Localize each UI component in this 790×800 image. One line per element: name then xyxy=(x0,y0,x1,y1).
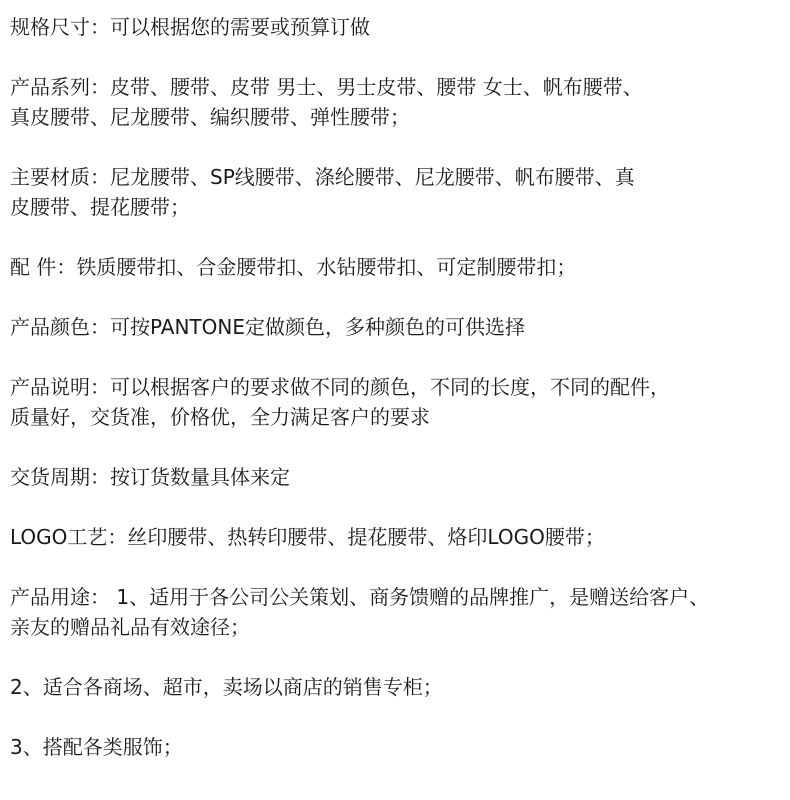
product-color-paragraph xyxy=(10,312,525,342)
product-series-paragraph xyxy=(10,72,643,132)
text-line: LOGO工艺：丝印腰带、热转印腰带、提花腰带、烙印LOGO腰带； xyxy=(10,525,605,549)
text-line: 3、搭配各类服饰； xyxy=(10,735,183,759)
text-line: 亲友的赠品礼品有效途径； xyxy=(10,615,250,639)
product-description-paragraph xyxy=(10,372,670,432)
text-line: 交货周期：按订货数量具体来定 xyxy=(10,465,290,489)
text-line: 产品颜色：可按PANTONE定做颜色，多种颜色的可供选择 xyxy=(10,315,525,339)
text-line: 配 件：铁质腰带扣、合金腰带扣、水钻腰带扣、可定制腰带扣； xyxy=(10,255,577,279)
text-line: 产品说明：可以根据客户的要求做不同的颜色，不同的长度，不同的配件， xyxy=(10,375,670,399)
usage-item-2-paragraph xyxy=(10,672,443,702)
text-line: 产品用途： 1、适用于各公司公关策划、商务馈赠的品牌推广，是赠送给客户、 xyxy=(10,585,710,609)
spec-size-paragraph xyxy=(10,12,370,42)
text-line: 主要材质：尼龙腰带、SP线腰带、涤纶腰带、尼龙腰带、帆布腰带、真 xyxy=(10,165,635,189)
delivery-period-paragraph xyxy=(10,462,290,492)
accessories-paragraph xyxy=(10,252,576,282)
text-line: 真皮腰带、尼龙腰带、编织腰带、弹性腰带； xyxy=(10,105,410,129)
text-line: 质量好，交货准，价格优，全力满足客户的要求 xyxy=(10,405,430,429)
product-usage-paragraph xyxy=(10,582,709,642)
text-line: 产品系列：皮带、腰带、皮带 男士、男士皮带、腰带 女士、帆布腰带、 xyxy=(10,75,643,99)
text-line: 规格尺寸：可以根据您的需要或预算订做 xyxy=(10,15,370,39)
main-material-paragraph xyxy=(10,162,635,222)
logo-craft-paragraph xyxy=(10,522,605,552)
usage-item-3-paragraph xyxy=(10,732,183,762)
text-line: 2、适合各商场、超市，卖场以商店的销售专柜； xyxy=(10,675,443,699)
text-line: 皮腰带、提花腰带； xyxy=(10,195,190,219)
